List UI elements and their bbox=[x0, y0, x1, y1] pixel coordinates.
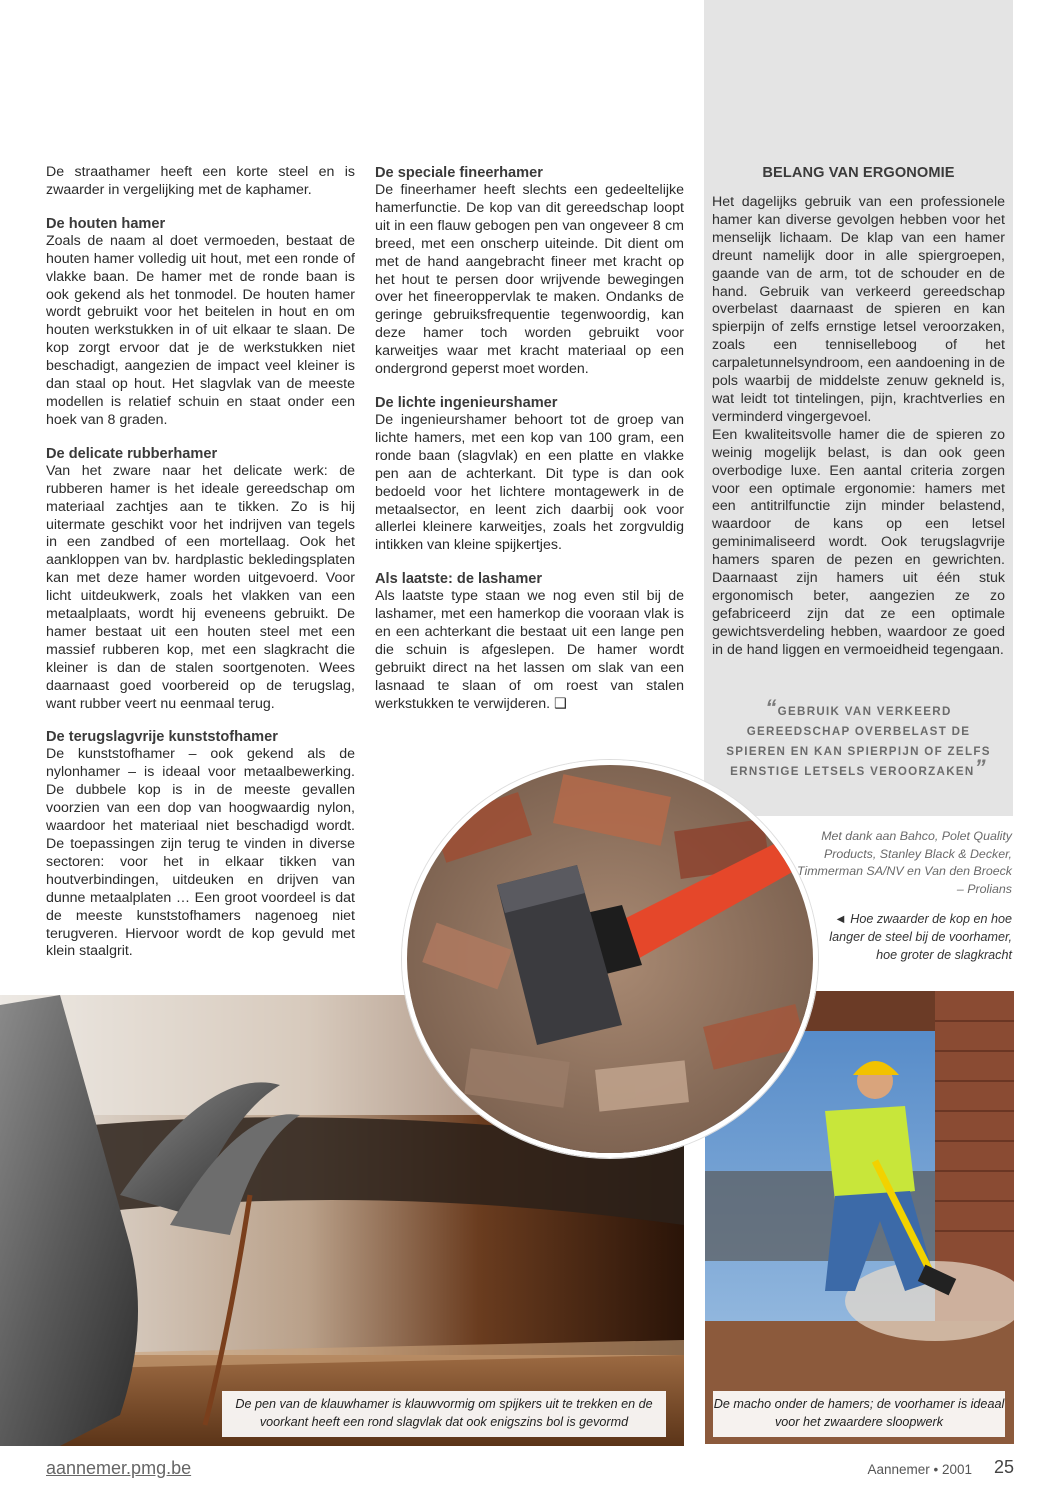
credits-note: Met dank aan Bahco, Polet Quality Products, Stanley Black & Decker, Timmerman SA/NV en Van den Broeck – Prolians bbox=[797, 829, 1012, 896]
heading-fineerhamer: De speciale fineerhamer bbox=[375, 165, 543, 181]
heading-ingenieurshamer: De lichte ingenieurshamer bbox=[375, 394, 558, 411]
caption-claw-hammer: De pen van de klauwhamer is klauwvormig om spijkers uit te trekken en de voorkant heeft een rond slagvlak dat ook enigszins bol is gevormd bbox=[222, 1391, 666, 1437]
end-mark-icon: ❑ bbox=[554, 695, 567, 712]
page-number: 25 bbox=[993, 1457, 1014, 1477]
heading-kunststofhamer: De terugslagvrije kunststofhamer bbox=[46, 729, 278, 746]
intro-paragraph: De straathamer heeft een korte steel en is zwaarder in vergelijking met de kaphamer. bbox=[46, 164, 355, 198]
article-column-2 bbox=[375, 164, 684, 714]
sledgehammer-circle-photo bbox=[402, 760, 818, 1158]
article-column-1 bbox=[46, 164, 355, 961]
footer-url-link[interactable]: aannemer.pmg.be bbox=[46, 1458, 192, 1478]
quote-close-mark: ” bbox=[974, 755, 987, 780]
heading-houten-hamer: De houten hamer bbox=[46, 215, 166, 232]
caption-worker: De macho onder de hamers; de voorhamer is ideaal voor het zwaardere sloopwerk bbox=[713, 1391, 1005, 1437]
paragraph-houten-hamer: Zoals de naam al doet vermoeden, bestaat de houten hamer volledig uit hout, met een ronde of vlakke baan. De hamer met de ronde baan is ook gekend als het tonmodel. De houten hamer wordt gebruikt voor het beitelen in hout en om houten werkstukken in of uit elkaar te slaan. De kop zorgt ervoor dat je de werkstukken niet beschadigt, aangezien de impact veel kleiner is dan staal op hout. Het slagvlak van de meeste modellen is relatief schuin en staat onder een hoek van 8 graden. bbox=[46, 232, 355, 428]
paragraph-ingenieurshamer: De ingenieurshamer behoort tot de groep van lichte hamers, met een kop van 100 gram, een ronde baan (slagvlak) en een platte en vlakke pen aan de achterkant. Dit type is dan ook bedoeld voor het lichtere montagewerk in de metaalsector, en leent zich daarbij ook voor allerlei kleinere karweitjes, zoals het zorgvuldig intikken van kleine spijkertjes. bbox=[375, 411, 684, 554]
paragraph-rubberhamer: Van het zware naar het delicate werk: de rubberen hamer is het ideale gereedschap om materiaal zachtjes aan te tikken. Zo is hij uitermate geschikt voor het indrijven van tegels in een zandbed of een mortellaag. Ook het aankloppen van bv. hardplastic bekledingsplaten kan met deze hamer worden uitgevoerd. Voor licht uitdeukwerk, zoals het vlakken van een metaalplaats, wordt hij eveneens gebruikt. De hamer bestaat uit een houten steel met een massief rubberen kop, met een slagkracht die kleiner is dan de stalen soortgenoten. Wees daarnaast goed voorbereid op de terugslag, want rubber veert nu eenmaal terug. bbox=[46, 462, 355, 712]
caption-sledgehammer: ◄ Hoe zwaarder de kop en hoe langer de steel bij de voorhamer, hoe groter de slagkracht bbox=[829, 912, 1012, 962]
sidebar-paragraph-1: Het dagelijks gebruik van een professionele hamer kan diverse gevolgen hebben voor het menselijk lichaam. De klap van een hamer dreunt namelijk door in alle spiergroepen, gaande van de arm, tot de schouder en de hand. Gebruik van verkeerd gereedschap overbelast daarnaast de spieren en kan spierpijn of zelfs ernstige letsel veroorzaken, zoals een tenniselleboog of het carpaletunnelsyndroom, een aandoening in de pols waarbij de middelste zenuw gekneld is, wat leidt tot tintelingen, pijn, krachtverlies en verminderd vingergevoel. bbox=[712, 194, 1005, 425]
footer-magazine: Aannemer • 2001 bbox=[867, 1462, 972, 1477]
ergonomics-sidebar bbox=[704, 0, 1013, 816]
sledgehammer-illustration bbox=[407, 765, 813, 1153]
quote-open-mark: “ bbox=[765, 695, 778, 720]
sidebar-paragraph-2: Een kwaliteitsvolle hamer die de spieren zo weinig mogelijk belast, is dan ook geen overbodige luxe. Een aantal criteria zorgen voor een optimale ergonomie: hamers met een antitrilfunctie zijn minder belastend, waardoor de kans op een letsel geminimaliseerd wordt. Ook terugslagvrije hamers sparen de pezen en gewrichten. Daarnaast zijn hamers uit één stuk ergonomisch beter, aangezien ze zo gefabriceerd zijn dat ze een optimale gewichtsverdeling hebben, waardoor ze goed in de hand liggen en vermoeidheid tegengaan. bbox=[712, 426, 1005, 658]
paragraph-lashamer bbox=[375, 588, 684, 713]
heading-rubberhamer: De delicate rubberhamer bbox=[46, 445, 218, 462]
paragraph-fineerhamer: De fineerhamer heeft slechts een gedeeltelijke hamerfunctie. De kop van dit gereedschap loopt uit in een flauw gebogen pen van ongeveer 8 cm breed, met een onscherp uiteinde. Dit dient om met de hand aangebracht fineer met kracht op het hout te persen door wrijvende bewegingen over het fineeroppervlak te maken. Ondanks de geringe gebruiksfrequentie tegenwoordig, kan deze hamer toch worden gebruikt voor karweitjes waar met kracht materiaal op een ondergrond geperst moet worden. bbox=[375, 182, 684, 378]
heading-lashamer: Als laatste: de lashamer bbox=[375, 571, 543, 588]
sidebar-title: BELANG VAN ERGONOMIE bbox=[762, 165, 955, 181]
paragraph-lashamer-text: Als laatste type staan we nog even stil bij de lashamer, met een hamerkop die vooraan vlak is en een achterkant die bestaat uit een lange pen die schuin is afgeslepen. De hamer wordt gebruikt direct na het lassen om slak van een lasnaad te slaan of om roest van stalen werkstukken te verwijderen. bbox=[375, 588, 684, 712]
pull-quote-text: GEBRUIK VAN VERKEERD GEREEDSCHAP OVERBELAST DE SPIEREN EN KAN SPIERPIJN OF ZELFS ERNSTIGE LETSELS VEROORZAKEN bbox=[726, 705, 991, 778]
pull-quote bbox=[704, 695, 1013, 782]
paragraph-kunststofhamer: De kunststofhamer – ook gekend als de nylonhamer – is ideaal voor metaalbewerking. De dubbele kop is in de meeste gevallen voorzien van een dop van hoogwaardig nylon, waardoor het materiaal niet beschadigd wordt. De toepassingen zijn terug te vinden in diverse sectoren: voor het in elkaar tikken van houtverbindingen, uitdeuken en drijven van dunne metaalplaten … Een groot voordeel is dat de meeste kunststofhamers nagenoeg niet terugveren. Hiervoor wordt de kop gevuld met klein staalgrit. bbox=[46, 746, 355, 960]
